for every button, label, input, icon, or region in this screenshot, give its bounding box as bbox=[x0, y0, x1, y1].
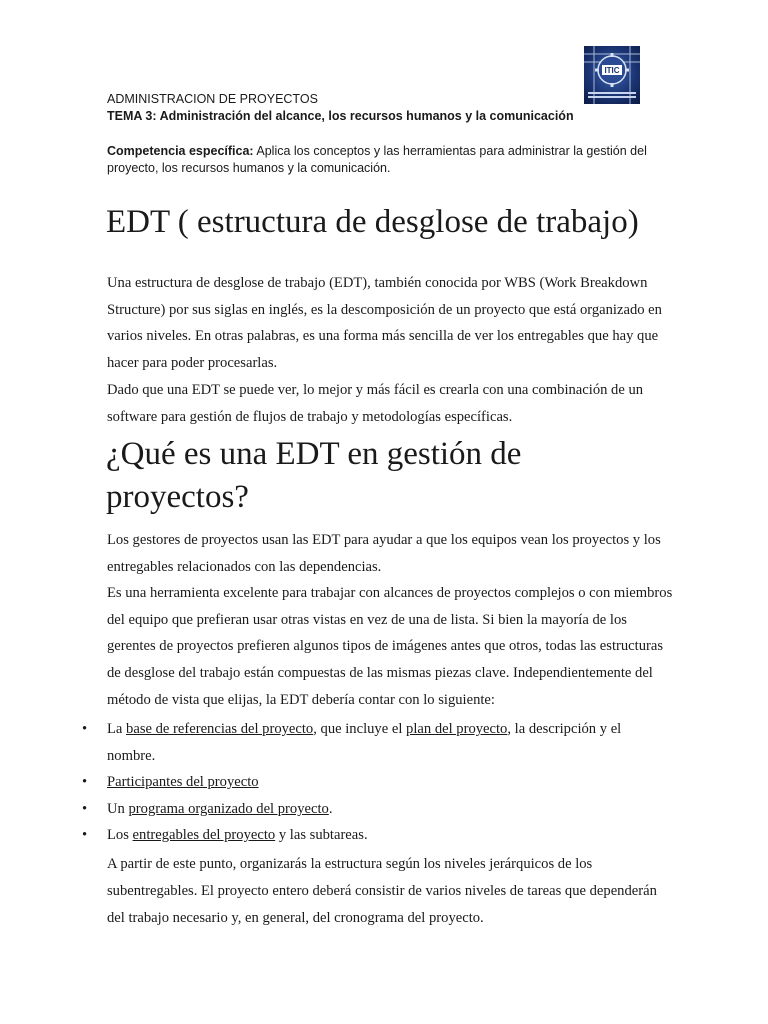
paragraph: Dado que una EDT se puede ver, lo mejor y más fácil es crearla con una combinación de un software para gestión de flujos de trabajo y metodologías específicas. bbox=[107, 381, 644, 425]
topic-text: Administración del alcance, los recursos humanos y la comunicación bbox=[159, 109, 574, 123]
course-name: ADMINISTRACION DE PROYECTOS bbox=[107, 92, 318, 106]
text: y las subtareas. bbox=[275, 827, 368, 844]
closing-paragraph: A partir de este punto, organizarás la estructura según los niveles jerárquicos de los subentregables. El proyecto entero deberá consistir de varios niveles de tareas que dependerán del trabajo necesario y, en general, del cronograma del proyecto. bbox=[107, 856, 657, 926]
competencia-text: Aplica los conceptos y las herramientas para administrar la gestión del proyecto, los recursos humanos y la comunicación. bbox=[107, 144, 647, 175]
list-item bbox=[82, 769, 662, 796]
topic-label: TEMA 3: bbox=[107, 109, 157, 123]
list-item bbox=[82, 796, 662, 823]
document-header bbox=[107, 91, 707, 125]
list-item bbox=[82, 822, 662, 849]
text: , la descripción y el nombre. bbox=[107, 721, 622, 764]
text: Los bbox=[107, 827, 133, 844]
bullet-glyph: • bbox=[82, 800, 88, 817]
edt-components-list bbox=[82, 716, 662, 849]
topic-line bbox=[107, 108, 707, 125]
text: , que incluye el bbox=[313, 721, 407, 737]
competencia-block bbox=[107, 143, 667, 177]
link-entregables[interactable]: entregables del proyecto bbox=[132, 827, 276, 844]
section-edt-body bbox=[107, 270, 667, 430]
competencia-label: Competencia específica: bbox=[107, 144, 254, 158]
paragraph: Una estructura de desglose de trabajo (EDT), también conocida por WBS (Work Breakdown Structure) por sus siglas en inglés, es la descomposición de un proyecto que está organizado en varios niveles. En otras palabras, es una forma más sencilla de ver los entregables que hay que hacer para poder procesarlas. bbox=[107, 275, 662, 372]
section-title-edt: EDT ( estructura de desglose de trabajo) bbox=[106, 204, 639, 240]
list-item bbox=[82, 716, 662, 769]
section-title-que-es: ¿Qué es una EDT en gestión de proyectos? bbox=[106, 436, 522, 515]
link-plan-proyecto[interactable]: plan del proyecto bbox=[406, 721, 508, 737]
bullet-glyph: • bbox=[82, 827, 88, 844]
text: La bbox=[107, 721, 127, 737]
paragraph: Es una herramienta excelente para trabajar con alcances de proyectos complejos o con miembros del equipo que prefieran usar otras vistas en vez de una de lista. Si bien la mayoría de los gerentes de proyectos prefieren algunos tipos de imágenes antes que otros, todas las estructuras de desglose del trabajo están compuestas de las mismas piezas clave. Independientemente del método de vista que elijas, la EDT debería contar con lo siguiente: bbox=[107, 585, 673, 708]
link-base-referencias[interactable]: base de referencias del proyecto bbox=[126, 721, 314, 737]
svg-text:ITIC: ITIC bbox=[604, 66, 620, 75]
link-participantes[interactable]: Participantes del proyecto bbox=[107, 774, 259, 791]
text: . bbox=[328, 800, 333, 817]
link-programa-organizado[interactable]: programa organizado del proyecto bbox=[128, 800, 329, 817]
paragraph: Los gestores de proyectos usan las EDT para ayudar a que los equipos vean los proyectos y los entregables relacionados con las dependencias. bbox=[107, 532, 661, 575]
text: Un bbox=[107, 800, 129, 817]
section-que-es-body bbox=[107, 527, 677, 713]
bullet-glyph: • bbox=[82, 721, 88, 737]
bullet-glyph: • bbox=[82, 774, 88, 791]
